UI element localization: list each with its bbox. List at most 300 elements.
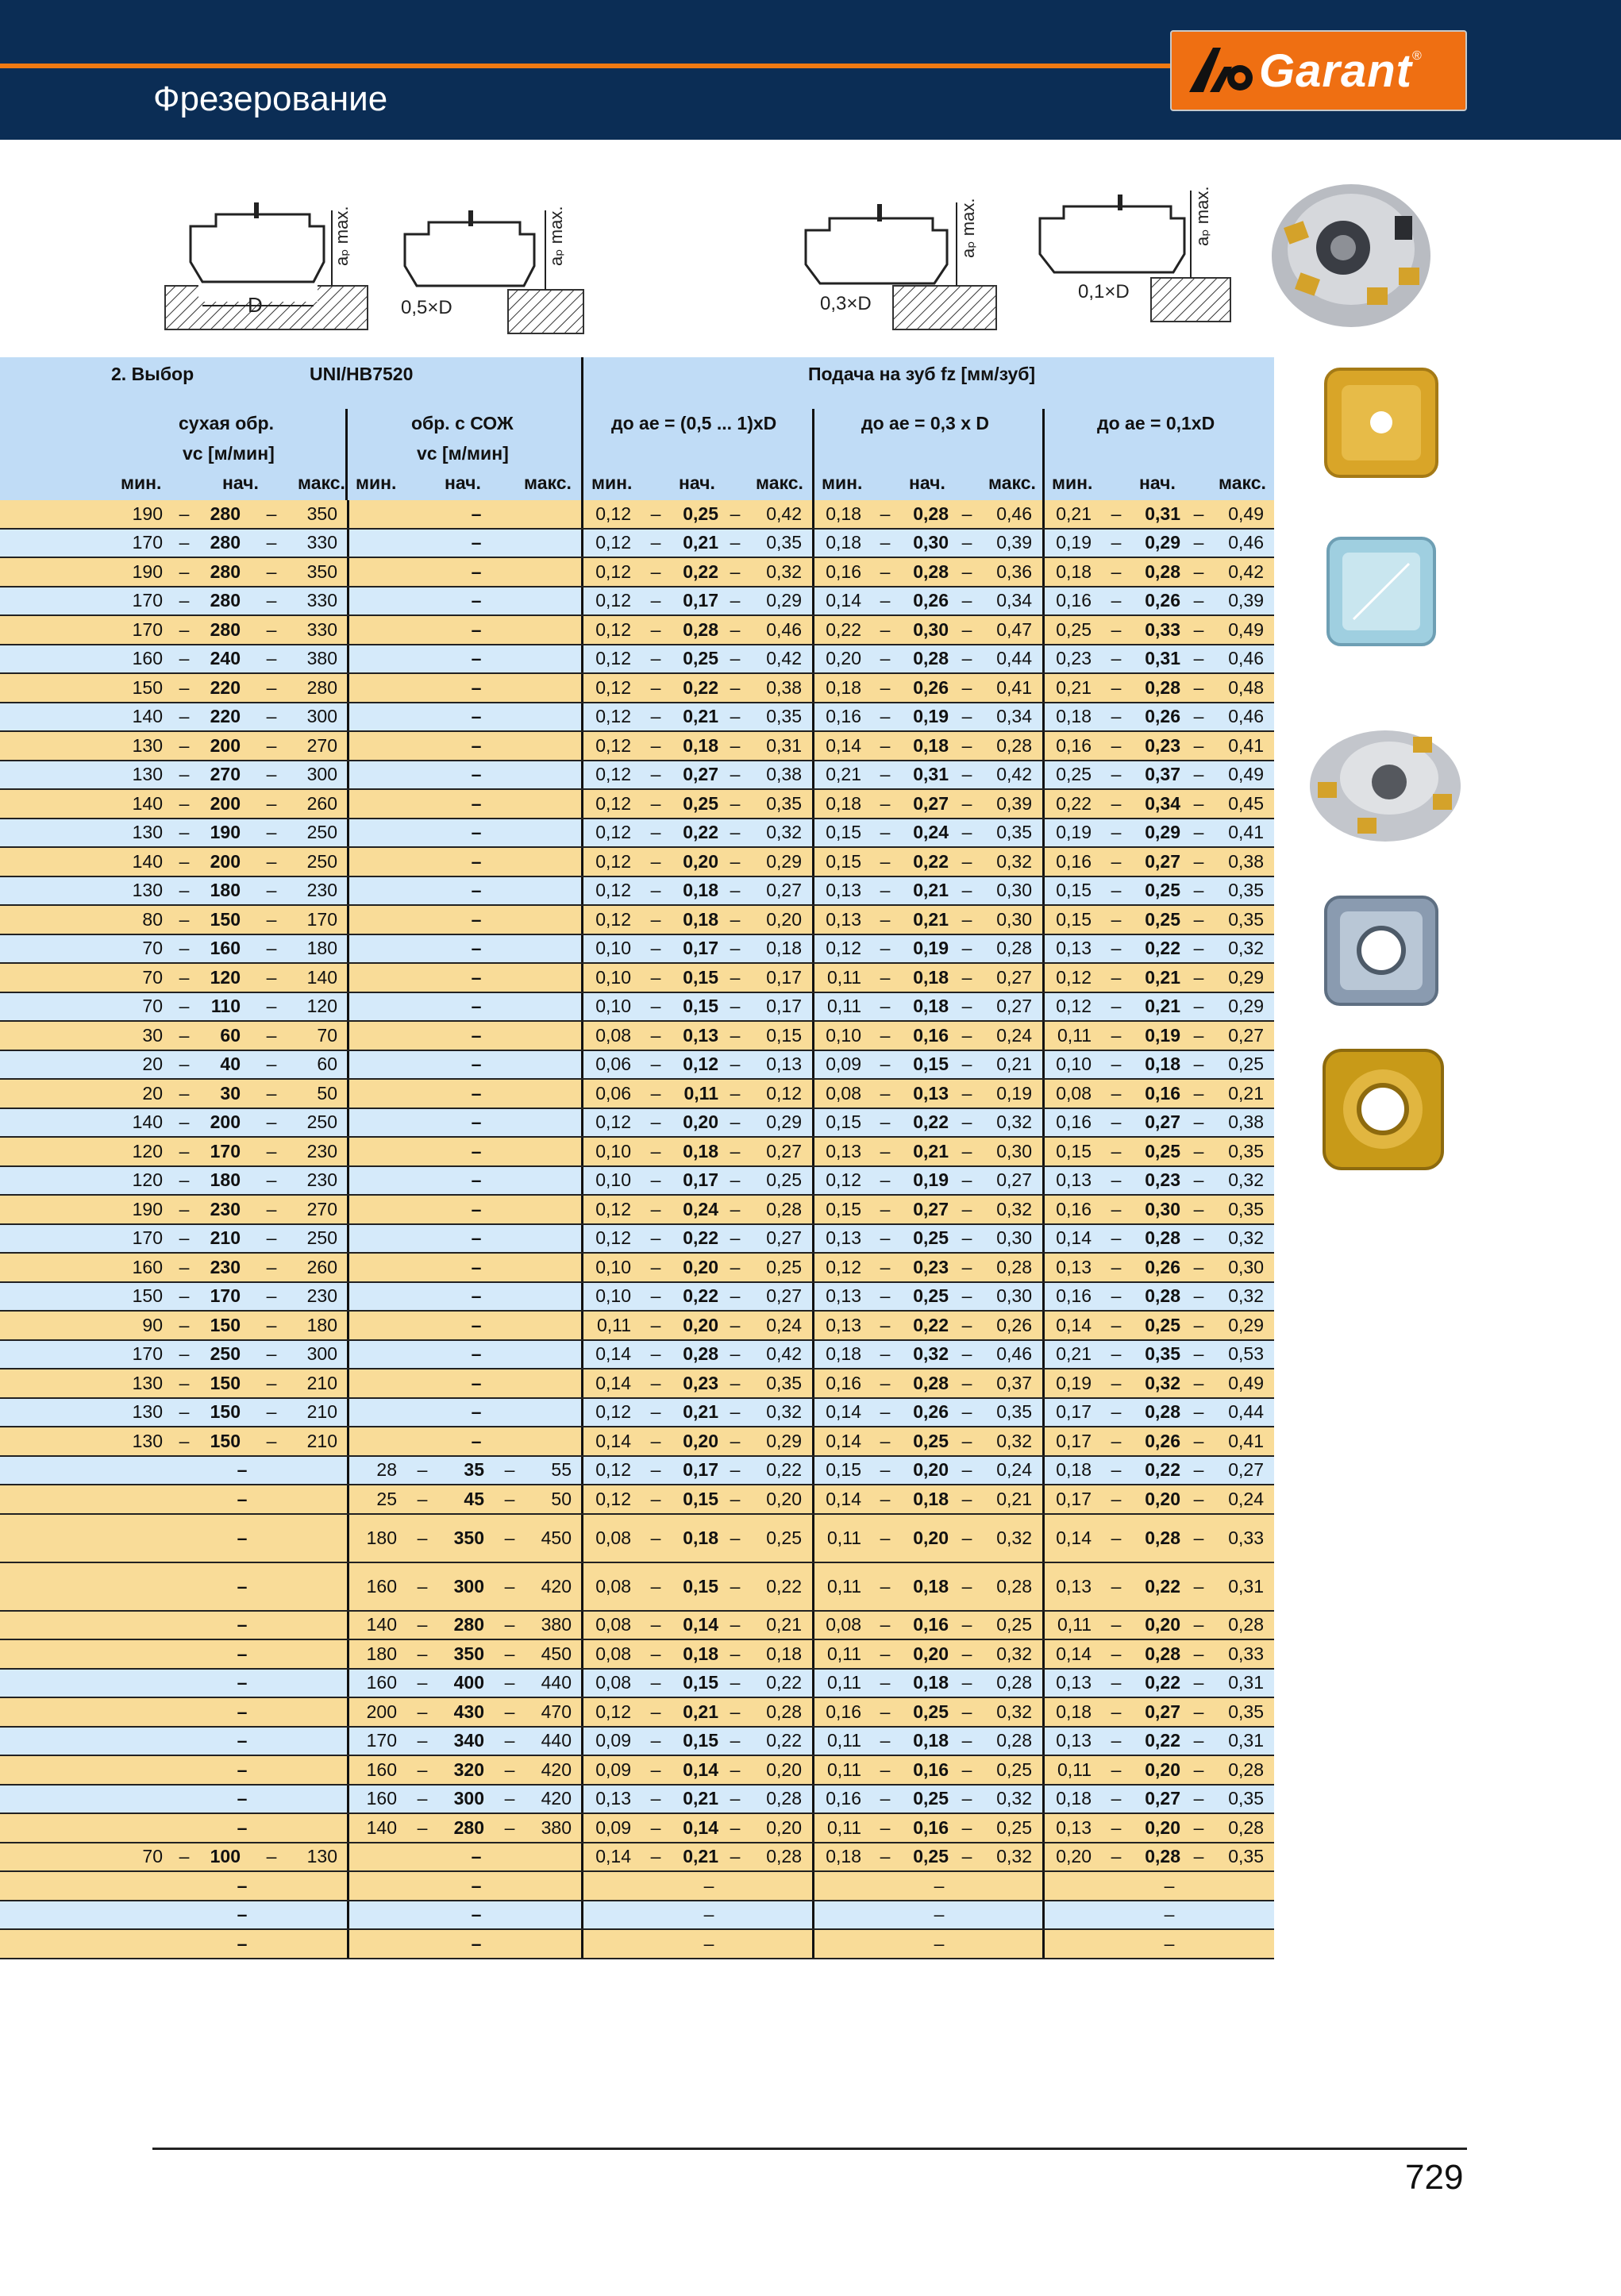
cell-max: 0,35 (766, 1372, 802, 1393)
cell-min: 0,15 (826, 1459, 861, 1481)
range-dash: – (961, 561, 972, 582)
table-row (0, 1225, 1274, 1254)
range-dash: – (880, 1024, 891, 1046)
divider (347, 530, 349, 557)
cell-max: 0,27 (996, 996, 1032, 1017)
empty-dash: – (934, 1874, 945, 1896)
divider (347, 616, 349, 644)
range-dash: – (179, 850, 190, 872)
range-dash: – (1193, 1169, 1204, 1191)
divider (1042, 645, 1045, 673)
divider (347, 1563, 349, 1610)
divider (1042, 1196, 1045, 1223)
divider (581, 357, 583, 500)
cell-start: 0,18 (683, 734, 718, 756)
range-dash: – (730, 1643, 741, 1664)
cell-max: 0,49 (1228, 503, 1264, 524)
cell-start: 0,28 (1145, 1846, 1180, 1867)
cell-max: 270 (306, 734, 337, 756)
range-dash: – (730, 1343, 741, 1365)
range-dash: – (730, 1111, 741, 1133)
cell-max: 210 (306, 1372, 337, 1393)
range-dash: – (1111, 1024, 1122, 1046)
divider (581, 1022, 583, 1050)
cell-start: 0,15 (683, 1672, 718, 1693)
table-body (0, 500, 1274, 1959)
divider (347, 1612, 349, 1639)
divider (1042, 848, 1045, 876)
cell-max: 380 (541, 1816, 572, 1838)
cell-min: 0,22 (826, 618, 861, 640)
cell-min: 130 (132, 822, 163, 843)
cell-min: 0,17 (1056, 1488, 1092, 1509)
divider (581, 1670, 583, 1697)
range-dash: – (961, 648, 972, 669)
range-dash: – (961, 792, 972, 814)
cell-start: 0,27 (1145, 1111, 1180, 1133)
table-row (0, 1563, 1274, 1612)
table-row (0, 906, 1274, 935)
empty-dash: – (471, 1054, 482, 1075)
cell-start: 220 (210, 676, 241, 698)
cell-max: 0,20 (766, 1816, 802, 1838)
cell-start: 0,30 (1145, 1198, 1180, 1219)
cell-min: 0,14 (826, 1401, 861, 1423)
cell-start: 0,16 (913, 1759, 949, 1780)
range-dash: – (1193, 1816, 1204, 1838)
cell-start: 230 (210, 1256, 241, 1277)
range-dash: – (650, 1082, 661, 1104)
cell-min: 0,13 (826, 908, 861, 930)
cell-max: 0,45 (1228, 792, 1264, 814)
divider (581, 1485, 583, 1513)
divider (1042, 1901, 1045, 1929)
divider (1042, 906, 1045, 934)
divider (1042, 964, 1045, 992)
divider (1042, 703, 1045, 731)
divider (347, 848, 349, 876)
table-row (0, 1254, 1274, 1283)
range-dash: – (730, 1054, 741, 1075)
range-dash: – (1111, 996, 1122, 1017)
divider (1042, 1756, 1045, 1784)
cell-max: 0,35 (996, 1401, 1032, 1423)
divider (812, 1515, 814, 1562)
cell-max: 0,30 (996, 1140, 1032, 1161)
divider (812, 1872, 814, 1900)
insert-gold-round-image (1318, 1044, 1449, 1179)
range-dash: – (730, 1430, 741, 1451)
empty-dash: – (934, 1904, 945, 1925)
cell-max: 420 (541, 1759, 572, 1780)
empty-dash: – (471, 1372, 482, 1393)
cell-min: 20 (142, 1082, 163, 1104)
divider (581, 1814, 583, 1842)
range-dash: – (730, 1730, 741, 1751)
divider (812, 1022, 814, 1050)
cell-max: 0,29 (1228, 966, 1264, 988)
subheader-start: нач. (445, 472, 481, 493)
range-dash: – (650, 1140, 661, 1161)
range-dash: – (650, 1575, 661, 1597)
cell-start: 0,25 (683, 792, 718, 814)
range-dash: – (1111, 1054, 1122, 1075)
cell-start: 0,17 (683, 1169, 718, 1191)
cell-max: 0,19 (996, 1082, 1032, 1104)
cell-max: 0,46 (996, 1343, 1032, 1365)
cell-min: 0,12 (595, 1111, 631, 1133)
range-dash: – (730, 676, 741, 698)
empty-dash: – (471, 1932, 482, 1954)
divider (1042, 674, 1045, 702)
table-row (0, 819, 1274, 849)
empty-dash: – (471, 676, 482, 698)
range-dash: – (179, 1430, 190, 1451)
cell-max: 0,32 (766, 822, 802, 843)
divider (1042, 1225, 1045, 1253)
cell-start: 0,21 (683, 1401, 718, 1423)
cell-max: 0,39 (996, 792, 1032, 814)
cell-start: 0,28 (683, 618, 718, 640)
cell-start: 0,25 (683, 503, 718, 524)
range-dash: – (266, 1846, 277, 1867)
table-row (0, 674, 1274, 703)
cell-start: 0,21 (683, 706, 718, 727)
cell-max: 50 (317, 1082, 337, 1104)
divider (1042, 1612, 1045, 1639)
range-dash: – (417, 1575, 428, 1597)
range-dash: – (880, 850, 891, 872)
range-dash: – (880, 1846, 891, 1867)
divider (581, 1872, 583, 1900)
cell-max: 0,32 (1228, 1285, 1264, 1307)
range-dash: – (417, 1788, 428, 1809)
range-dash: – (961, 1846, 972, 1867)
range-dash: – (880, 1140, 891, 1161)
cell-start: 0,28 (1145, 1401, 1180, 1423)
cell-min: 90 (142, 1314, 163, 1335)
range-dash: – (650, 618, 661, 640)
cell-max: 0,32 (996, 1788, 1032, 1809)
range-dash: – (504, 1575, 515, 1597)
divider (581, 1196, 583, 1223)
cell-max: 0,37 (996, 1372, 1032, 1393)
cell-min: 0,12 (1056, 966, 1092, 988)
range-dash: – (650, 850, 661, 872)
divider (347, 1225, 349, 1253)
divider (347, 1312, 349, 1339)
range-dash: – (650, 1343, 661, 1365)
range-dash: – (880, 706, 891, 727)
divider (581, 1080, 583, 1108)
table-row (0, 1109, 1274, 1138)
cell-max: 0,25 (996, 1614, 1032, 1635)
range-dash: – (650, 764, 661, 785)
cell-max: 0,25 (996, 1816, 1032, 1838)
divider (347, 645, 349, 673)
cell-min: 0,13 (826, 1314, 861, 1335)
empty-dash: – (471, 966, 482, 988)
cell-start: 45 (464, 1488, 484, 1509)
divider (347, 587, 349, 615)
insert-gold-image (1318, 361, 1445, 488)
cell-start: 100 (210, 1846, 241, 1867)
cell-start: 0,21 (683, 1788, 718, 1809)
cell-max: 0,28 (996, 1730, 1032, 1751)
cell-max: 350 (306, 561, 337, 582)
range-dash: – (730, 850, 741, 872)
range-dash: – (730, 1672, 741, 1693)
cell-min: 0,12 (826, 1256, 861, 1277)
range-dash: – (504, 1459, 515, 1481)
subheader-max: макс. (298, 472, 345, 493)
divider (812, 1640, 814, 1668)
divider (581, 530, 583, 557)
range-dash: – (961, 1285, 972, 1307)
cell-start: 250 (210, 1343, 241, 1365)
range-dash: – (650, 1227, 661, 1249)
cell-max: 0,41 (1228, 822, 1264, 843)
range-dash: – (1111, 1816, 1122, 1838)
table-row (0, 558, 1274, 587)
cell-min: 0,16 (826, 1701, 861, 1722)
cell-start: 0,22 (683, 676, 718, 698)
cell-start: 280 (453, 1614, 484, 1635)
range-dash: – (880, 1169, 891, 1191)
divider (581, 1756, 583, 1784)
divider (812, 848, 814, 876)
cell-max: 230 (306, 880, 337, 901)
cell-start: 0,13 (683, 1024, 718, 1046)
range-dash: – (961, 966, 972, 988)
range-dash: – (650, 1614, 661, 1635)
range-dash: – (504, 1527, 515, 1548)
cell-max: 0,18 (766, 938, 802, 959)
divider (812, 703, 814, 731)
range-dash: – (1111, 966, 1122, 988)
cell-min: 0,14 (826, 1488, 861, 1509)
divider (347, 1756, 349, 1784)
range-dash: – (730, 1285, 741, 1307)
range-dash: – (1193, 1111, 1204, 1133)
cell-min: 0,08 (826, 1082, 861, 1104)
cell-start: 0,28 (913, 503, 949, 524)
cell-min: 0,15 (826, 1111, 861, 1133)
divider (347, 1370, 349, 1397)
divider (347, 1843, 349, 1871)
range-dash: – (1193, 1372, 1204, 1393)
range-dash: – (730, 908, 741, 930)
range-dash: – (880, 1788, 891, 1809)
cell-min: 0,12 (595, 590, 631, 611)
cell-max: 0,27 (766, 880, 802, 901)
divider (812, 964, 814, 992)
divider (812, 877, 814, 905)
cell-start: 0,18 (913, 1575, 949, 1597)
cell-start: 0,25 (683, 648, 718, 669)
cell-min: 20 (142, 1054, 163, 1075)
range-dash: – (730, 996, 741, 1017)
cell-max: 0,33 (1228, 1527, 1264, 1548)
cell-max: 0,32 (996, 850, 1032, 872)
cell-max: 0,46 (996, 503, 1032, 524)
divider (347, 819, 349, 847)
cell-start: 0,17 (683, 590, 718, 611)
divider (347, 1814, 349, 1842)
cell-min: 0,16 (1056, 850, 1092, 872)
selection-label: 2. Выбор (111, 364, 194, 384)
cell-start: 200 (210, 850, 241, 872)
table-row (0, 1370, 1274, 1399)
cell-min: 0,12 (595, 648, 631, 669)
cell-min: 180 (366, 1643, 397, 1664)
empty-dash: – (471, 532, 482, 553)
empty-dash: – (703, 1874, 714, 1896)
range-dash: – (266, 1140, 277, 1161)
cell-min: 0,18 (1056, 1459, 1092, 1481)
divider (347, 1930, 349, 1958)
range-dash: – (1193, 880, 1204, 901)
divider (812, 1457, 814, 1485)
cell-start: 0,31 (1145, 503, 1180, 524)
empty-dash: – (237, 1730, 248, 1751)
cell-min: 0,11 (826, 1730, 861, 1751)
cell-max: 0,28 (996, 1575, 1032, 1597)
range-dash: – (417, 1701, 428, 1722)
feed-col-2: до ae = 0,3 x D (861, 413, 989, 433)
empty-dash: – (471, 1314, 482, 1335)
cell-max: 420 (541, 1788, 572, 1809)
divider (812, 1670, 814, 1697)
cell-start: 0,15 (683, 966, 718, 988)
cell-max: 0,28 (766, 1846, 802, 1867)
cell-start: 0,23 (1145, 734, 1180, 756)
cell-min: 0,10 (595, 1169, 631, 1191)
table-row (0, 993, 1274, 1023)
cell-start: 0,18 (683, 1643, 718, 1664)
cell-start: 0,22 (683, 822, 718, 843)
cell-max: 0,35 (1228, 1140, 1264, 1161)
divider (581, 1341, 583, 1369)
empty-dash: – (237, 1874, 248, 1896)
cell-max: 270 (306, 1198, 337, 1219)
range-dash: – (266, 792, 277, 814)
range-dash: – (1111, 1111, 1122, 1133)
table-row (0, 1814, 1274, 1843)
range-dash: – (504, 1614, 515, 1635)
range-dash: – (650, 1372, 661, 1393)
garant-logo (1170, 30, 1467, 111)
range-dash: – (880, 880, 891, 901)
cell-start: 220 (210, 706, 241, 727)
cell-start: 0,21 (913, 908, 949, 930)
range-dash: – (179, 822, 190, 843)
cell-start: 0,28 (913, 1372, 949, 1393)
cell-max: 0,32 (996, 1111, 1032, 1133)
divider (812, 1901, 814, 1929)
range-dash: – (730, 590, 741, 611)
cell-min: 0,08 (595, 1614, 631, 1635)
table-row (0, 1167, 1274, 1196)
divider (347, 964, 349, 992)
table-row (0, 1283, 1274, 1312)
divider (581, 964, 583, 992)
cell-start: 210 (210, 1227, 241, 1249)
range-dash: – (417, 1527, 428, 1548)
divider (1042, 1563, 1045, 1610)
cell-max: 0,32 (996, 1430, 1032, 1451)
table-row (0, 732, 1274, 761)
subheader-max: макс. (988, 472, 1036, 493)
cell-start: 30 (220, 1082, 241, 1104)
cell-min: 0,16 (826, 561, 861, 582)
cell-min: 0,12 (595, 822, 631, 843)
cell-start: 0,22 (683, 1285, 718, 1307)
cell-min: 130 (132, 734, 163, 756)
cell-start: 0,15 (913, 1054, 949, 1075)
cell-max: 0,29 (1228, 996, 1264, 1017)
table-row (0, 1399, 1274, 1428)
range-dash: – (1111, 1343, 1122, 1365)
cell-min: 0,15 (1056, 880, 1092, 901)
divider (812, 674, 814, 702)
empty-dash: – (934, 1932, 945, 1954)
cell-start: 0,23 (913, 1256, 949, 1277)
range-dash: – (1193, 1643, 1204, 1664)
range-dash: – (650, 966, 661, 988)
divider (1042, 819, 1045, 847)
depth-label: aₚ max. (958, 198, 978, 258)
cell-min: 0,13 (1056, 1169, 1092, 1191)
cell-min: 0,18 (826, 676, 861, 698)
range-dash: – (179, 532, 190, 553)
range-dash: – (179, 1198, 190, 1219)
cell-start: 0,18 (913, 1488, 949, 1509)
divider (812, 819, 814, 847)
range-dash: – (1111, 1082, 1122, 1104)
cell-max: 0,32 (996, 1527, 1032, 1548)
cell-min: 130 (132, 764, 163, 785)
empty-dash: – (471, 1285, 482, 1307)
range-dash: – (179, 1401, 190, 1423)
cell-max: 0,27 (996, 966, 1032, 988)
sketch-full-width (159, 179, 373, 341)
range-dash: – (880, 1488, 891, 1509)
cell-max: 0,42 (766, 1343, 802, 1365)
range-dash: – (961, 1575, 972, 1597)
cell-start: 0,15 (683, 1730, 718, 1751)
cell-min: 0,15 (1056, 1140, 1092, 1161)
cell-max: 0,21 (996, 1054, 1032, 1075)
range-dash: – (179, 996, 190, 1017)
range-dash: – (1193, 1788, 1204, 1809)
range-dash: – (961, 1430, 972, 1451)
range-dash: – (179, 1372, 190, 1393)
cell-min: 0,11 (1057, 1759, 1092, 1780)
cell-max: 250 (306, 850, 337, 872)
cell-max: 0,31 (1228, 1575, 1264, 1597)
cell-max: 0,41 (1228, 734, 1264, 756)
cell-start: 0,18 (683, 1140, 718, 1161)
range-dash: – (504, 1701, 515, 1722)
cell-max: 0,26 (996, 1314, 1032, 1335)
cell-max: 0,32 (996, 1846, 1032, 1867)
range-dash: – (179, 561, 190, 582)
cell-max: 0,28 (996, 734, 1032, 756)
range-dash: – (1193, 822, 1204, 843)
range-dash: – (961, 822, 972, 843)
cell-max: 440 (541, 1672, 572, 1693)
